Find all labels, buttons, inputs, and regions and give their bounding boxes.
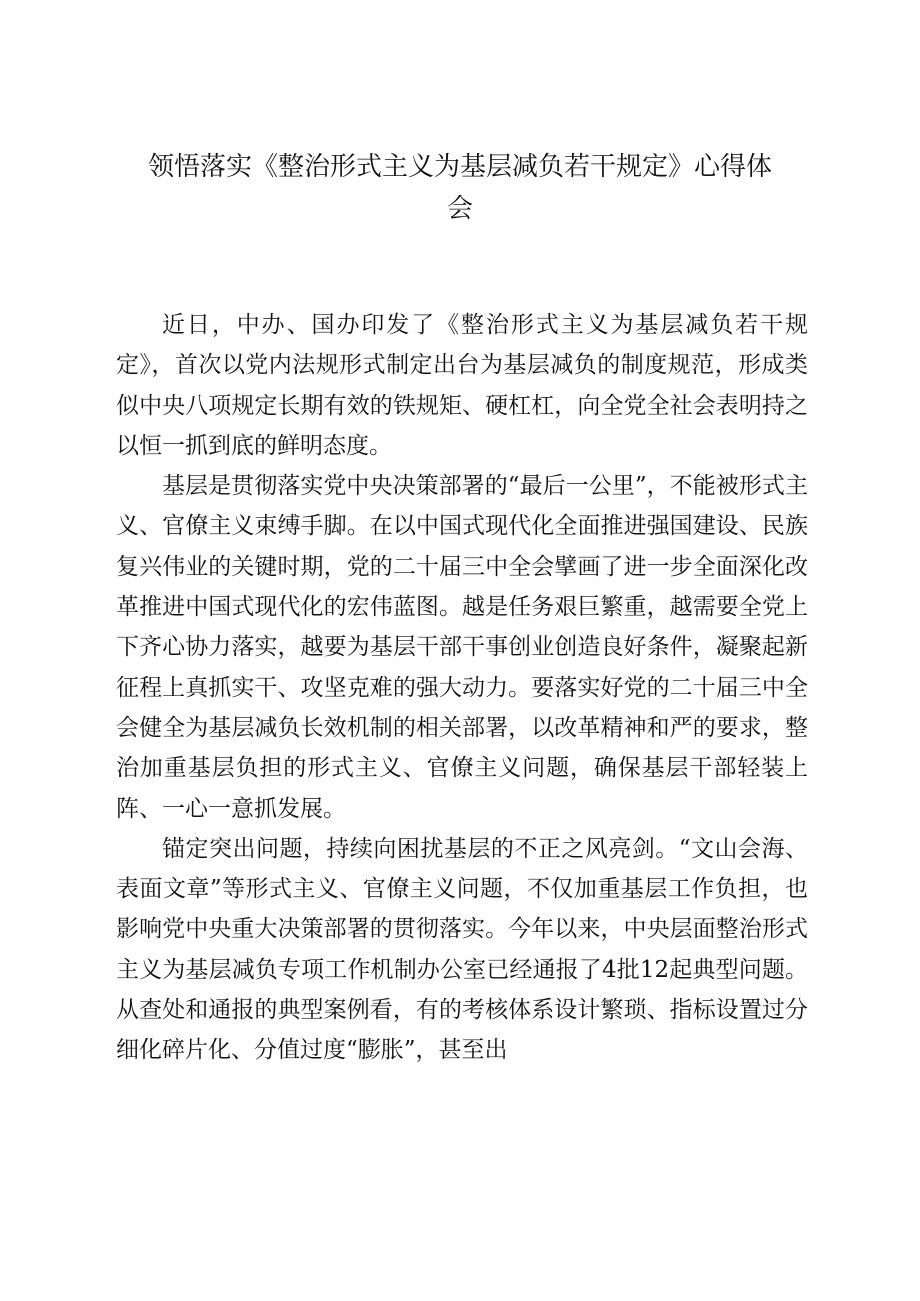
document-body bbox=[116, 305, 808, 1071]
paragraph-3: 锚定突出问题，持续向困扰基层的不正之风亮剑。“文山会海、表面文章”等形式主义、官僚主义问题，不仅加重基层工作负担，也影响党中央重大决策部署的贯彻落实。今年以来，中央层面整治形式主义为基层减负专项工作机制办公室已经通报了4批12起典型问题。从查处和通报的典型案例看，有的考核体系设计繁琐、指标设置过分细化碎片化、分值过度“膨胀”，甚至出 bbox=[116, 835, 808, 1064]
paragraph-1: 近日，中办、国办印发了《整治形式主义为基层减负若干规定》，首次以党内法规形式制定出台为基层减负的制度规范，形成类似中央八项规定长期有效的铁规矩、硬杠杠，向全党全社会表明持之以恒一抓到底的鲜明态度。 bbox=[116, 312, 808, 459]
paragraph-2: 基层是贯彻落实党中央决策部署的“最后一公里”，不能被形式主义、官僚主义束缚手脚。在以中国式现代化全面推进强国建设、民族复兴伟业的关键时期，党的二十届三中全会擘画了进一步全面深化改革推进中国式现代化的宏伟蓝图。越是任务艰巨繁重，越需要全党上下齐心协力落实，越要为基层干部干事创业创造良好条件，凝聚起新征程上真抓实干、攻坚克难的强大动力。要落实好党的二十届三中全会健全为基层减负长效机制的相关部署，以改革精神和严的要求，整治加重基层负担的形式主义、官僚主义问题，确保基层干部轻装上阵、一心一意抓发展。 bbox=[116, 473, 808, 822]
document-title: 领悟落实《整治形式主义为基层减负若干规定》心得体会 bbox=[147, 152, 772, 224]
